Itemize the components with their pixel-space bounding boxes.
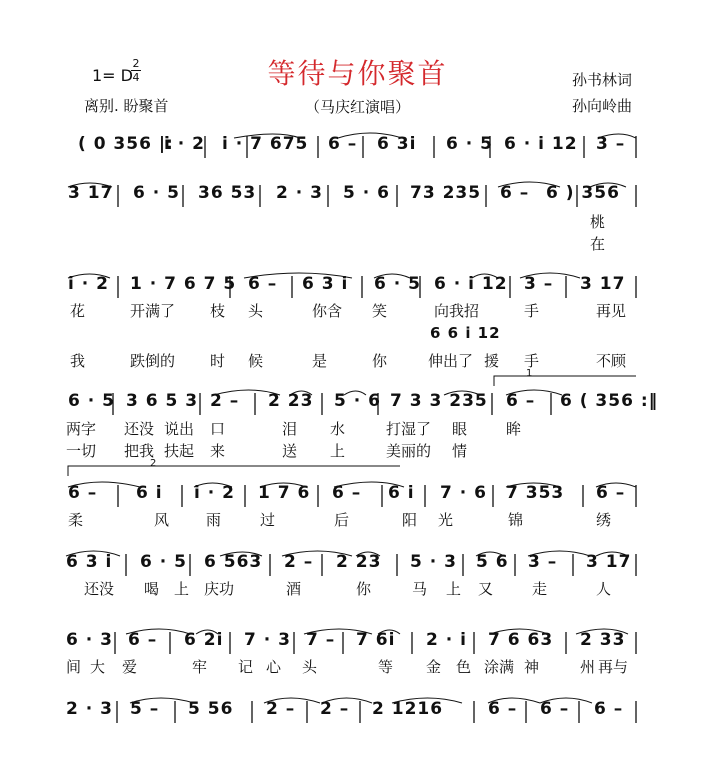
measure-6-1: 6 3 i [66, 552, 113, 572]
measure-3-6: 6 · i 12 [434, 274, 508, 294]
song-title: 等待与你聚首 [267, 57, 448, 90]
measure-8-6: 2 1216 [372, 699, 444, 719]
measure-5-7: 7 · 6 [440, 483, 487, 503]
score-line-8 [0, 697, 715, 727]
lyric-5-6: 阳 [402, 511, 418, 529]
lyrics-4-verse-1 [0, 418, 715, 440]
lyric-4b-3: 扶起 [164, 442, 195, 460]
measure-4-6: 7 3 3 235 [390, 391, 488, 411]
measure-4-2: 3 6 5 3 [126, 391, 199, 411]
lyric-3b-5: 是 [312, 352, 328, 370]
score-line-1 [0, 132, 715, 162]
measure-5-9: 6 – [596, 483, 626, 503]
measure-2-8: 6 ) 356 [546, 183, 620, 203]
lyric-3b-4: 候 [248, 352, 264, 370]
lyric-3a-5: 你含 [312, 302, 343, 320]
lyric-7-5: 记 [238, 658, 254, 676]
measure-2-5: 5 · 6 [343, 183, 390, 203]
lyrics-7 [0, 656, 715, 678]
lyric-7-9: 金 [426, 658, 442, 676]
measure-4-3: 2 – [210, 391, 240, 411]
measure-2-7: 6 – [500, 183, 530, 203]
lyric-5-7: 光 [438, 511, 454, 529]
measure-6-2: 6 · 5 [140, 552, 187, 572]
lyricist-credit: 孙书林词 [572, 71, 633, 89]
lyric-3a-3: 枝 [210, 302, 226, 320]
time-signature-top: 2 [132, 57, 140, 70]
lyric-3a-7: 向我招 [434, 302, 480, 320]
measure-7-2: 6 – [128, 630, 158, 650]
lyric-7-11: 涂满 [484, 658, 515, 676]
lyric-7-10: 色 [456, 658, 472, 676]
composer-credit: 孙向岭曲 [572, 97, 633, 115]
measure-3-8: 3 17 [580, 274, 626, 294]
lyric-6-1: 还没 [84, 580, 115, 598]
measure-7-4: 7 · 3 [244, 630, 291, 650]
lyric-3b-6: 你 [372, 352, 388, 370]
measure-6-5: 2 23 [336, 552, 382, 572]
lyric-4a-3: 说出 [164, 420, 195, 438]
lyric-4a-7: 打湿了 [386, 420, 432, 438]
time-signature-bottom: 4 [132, 71, 140, 84]
measure-4-7: 6 – [506, 391, 536, 411]
score-line-3 [0, 272, 715, 302]
style-marking: 离别. 盼聚首 [84, 97, 169, 115]
measure-6-9: 3 17 [586, 552, 632, 572]
alt-measure-3: 6 6 i 12 [430, 324, 501, 342]
measure-8-9: 6 – [594, 699, 624, 719]
measure-8-2: 5 – [130, 699, 160, 719]
measure-2-1: 3 17 [68, 183, 114, 203]
lyric-5-3: 雨 [206, 511, 222, 529]
lyric-3a-4: 头 [248, 302, 264, 320]
lyric-4b-4: 来 [210, 442, 226, 460]
measure-1-7: 6 · i 12 [504, 134, 578, 154]
measure-5-3: i · 2 [194, 483, 235, 503]
measure-6-3: 6 563 [204, 552, 263, 572]
score-line-4 [0, 389, 715, 419]
lyric-6-2: 喝 [144, 580, 160, 598]
measure-6-8: 3 – [528, 552, 558, 572]
lyric-7-14: 再与 [598, 658, 629, 676]
measure-8-1: 2 · 3 [66, 699, 113, 719]
measure-8-4: 2 – [266, 699, 296, 719]
measure-7-3: 6 2i [184, 630, 224, 650]
time-signature [131, 58, 141, 83]
measure-4-4: 2 23 [268, 391, 314, 411]
lyric-6-9: 又 [478, 580, 494, 598]
lyrics-6 [0, 578, 715, 600]
lyric-6-3: 上 [174, 580, 190, 598]
measure-5-4: 1 7 6 [258, 483, 311, 503]
lyric-6-7: 马 [412, 580, 428, 598]
score-line-6 [0, 550, 715, 580]
lyric-3b-9: 手 [524, 352, 540, 370]
measure-2-4: 2 · 3 [276, 183, 323, 203]
measure-2-6: 73 235 [410, 183, 482, 203]
lyric-5-2: 风 [154, 511, 170, 529]
lyric-5-8: 锦 [508, 511, 524, 529]
measure-1-8: 3 – [596, 134, 626, 154]
measure-8-7: 6 – [488, 699, 518, 719]
singer-subtitle: （马庆红演唱） [304, 98, 410, 116]
lyric-7-13: 州 [580, 658, 596, 676]
lyric-3b-3: 时 [210, 352, 226, 370]
lyrics-5 [0, 509, 715, 531]
lyric-4b-2: 把我 [124, 442, 155, 460]
measure-4-5: 5 · 6 [334, 391, 381, 411]
measure-4-8: 6 ( 356 :‖ [560, 391, 659, 411]
lyric-5-1: 柔 [68, 511, 84, 529]
lyric-4b-6: 上 [330, 442, 346, 460]
measure-3-7: 3 – [524, 274, 554, 294]
lyric-7-12: 神 [524, 658, 540, 676]
lyric-7-1: 间 [66, 658, 82, 676]
lyric-5-9: 绣 [596, 511, 612, 529]
measure-7-7: 2 · i [426, 630, 467, 650]
lyric-2-2: 在 [590, 235, 606, 253]
lyric-7-2: 大 [90, 658, 106, 676]
lyric-7-4: 牢 [192, 658, 208, 676]
measure-7-9: 2 33 [580, 630, 626, 650]
measure-3-2: 1 · 7 6 7 5 [130, 274, 237, 294]
lyric-4a-1: 两字 [66, 420, 97, 438]
measure-5-2: 6 i [136, 483, 163, 503]
volta-1-number: 1 [526, 368, 533, 379]
lyric-3a-6: 笑 [372, 302, 388, 320]
lyric-6-8: 上 [446, 580, 462, 598]
measure-3-3: 6 – [248, 274, 278, 294]
lyric-4b-1: 一切 [66, 442, 97, 460]
lyric-6-5: 酒 [286, 580, 302, 598]
lyric-3b-2: 跌倒的 [130, 352, 176, 370]
measure-2-2: 6 · 5 [133, 183, 180, 203]
measure-8-3: 5 56 [188, 699, 234, 719]
lyric-4a-2: 还没 [124, 420, 155, 438]
measure-2-3: 36 53 [198, 183, 257, 203]
measure-6-7: 5 6 [476, 552, 509, 572]
score-line-2 [0, 181, 715, 211]
lyric-4b-8: 情 [452, 442, 468, 460]
lyric-4a-9: 眸 [506, 420, 522, 438]
lyric-3a-2: 开满了 [130, 302, 176, 320]
measure-3-1: i · 2 [68, 274, 109, 294]
lyric-3a-9: 再见 [596, 302, 627, 320]
lyric-5-4: 过 [260, 511, 276, 529]
lyric-4b-7: 美丽的 [386, 442, 432, 460]
measure-7-5: 7 – [306, 630, 336, 650]
measure-1-2: i · 2 [164, 134, 205, 154]
measure-1-6: 6 · 5 [446, 134, 493, 154]
measure-8-8: 6 – [540, 699, 570, 719]
lyric-7-3: 爱 [122, 658, 138, 676]
volta-1-bracket [0, 368, 715, 388]
lyric-6-10: 走 [532, 580, 548, 598]
volta-2-bracket [0, 458, 715, 478]
measure-3-4: 6 3 i [302, 274, 349, 294]
lyric-3a-1: 花 [70, 302, 86, 320]
measure-5-1: 6 – [68, 483, 98, 503]
lyric-3b-1: 我 [70, 352, 86, 370]
measure-5-6: 6 i [388, 483, 415, 503]
lyric-6-4: 庆功 [204, 580, 235, 598]
measure-6-6: 5 · 3 [410, 552, 457, 572]
lyric-3b-8: 援 [484, 352, 500, 370]
key-signature: 1= D [92, 66, 133, 85]
measure-1-3: i · 7 675 [222, 134, 309, 154]
score-line-7 [0, 628, 715, 658]
lyric-4a-6: 水 [330, 420, 346, 438]
measure-7-1: 6 · 3 [66, 630, 113, 650]
measure-5-5: 6 – [332, 483, 362, 503]
volta-2-number: 2 [150, 458, 157, 469]
measure-5-8: 7 353 [506, 483, 565, 503]
lyric-4a-4: 口 [210, 420, 226, 438]
lyric-4a-5: 泪 [282, 420, 298, 438]
lyric-7-6: 心 [266, 658, 282, 676]
lyric-4a-8: 眼 [452, 420, 468, 438]
lyric-6-6: 你 [356, 580, 372, 598]
measure-8-5: 2 – [320, 699, 350, 719]
lyric-4b-5: 送 [282, 442, 298, 460]
measure-1-4: 6 – [328, 134, 358, 154]
measure-7-6: 7 6i [356, 630, 396, 650]
measure-3-5: 6 · 5 [374, 274, 421, 294]
lyric-6-11: 人 [596, 580, 612, 598]
measure-1-5: 6 3i [377, 134, 417, 154]
lyric-3b-7: 伸出了 [428, 352, 474, 370]
measure-7-8: 7 6 63 [488, 630, 554, 650]
measure-1-1: ( 0 356 |: [78, 134, 174, 154]
lyric-7-8: 等 [378, 658, 394, 676]
lyric-2-1: 桃 [590, 213, 606, 231]
lyric-5-5: 后 [334, 511, 350, 529]
lyric-3b-10: 不顾 [596, 352, 627, 370]
alt-notes-3 [430, 324, 520, 346]
lyric-7-7: 头 [302, 658, 318, 676]
score-line-5 [0, 481, 715, 511]
measure-6-4: 2 – [284, 552, 314, 572]
lyrics-3-verse-1 [0, 300, 715, 322]
measure-4-1: 6 · 5 [68, 391, 115, 411]
lyric-3a-8: 手 [524, 302, 540, 320]
